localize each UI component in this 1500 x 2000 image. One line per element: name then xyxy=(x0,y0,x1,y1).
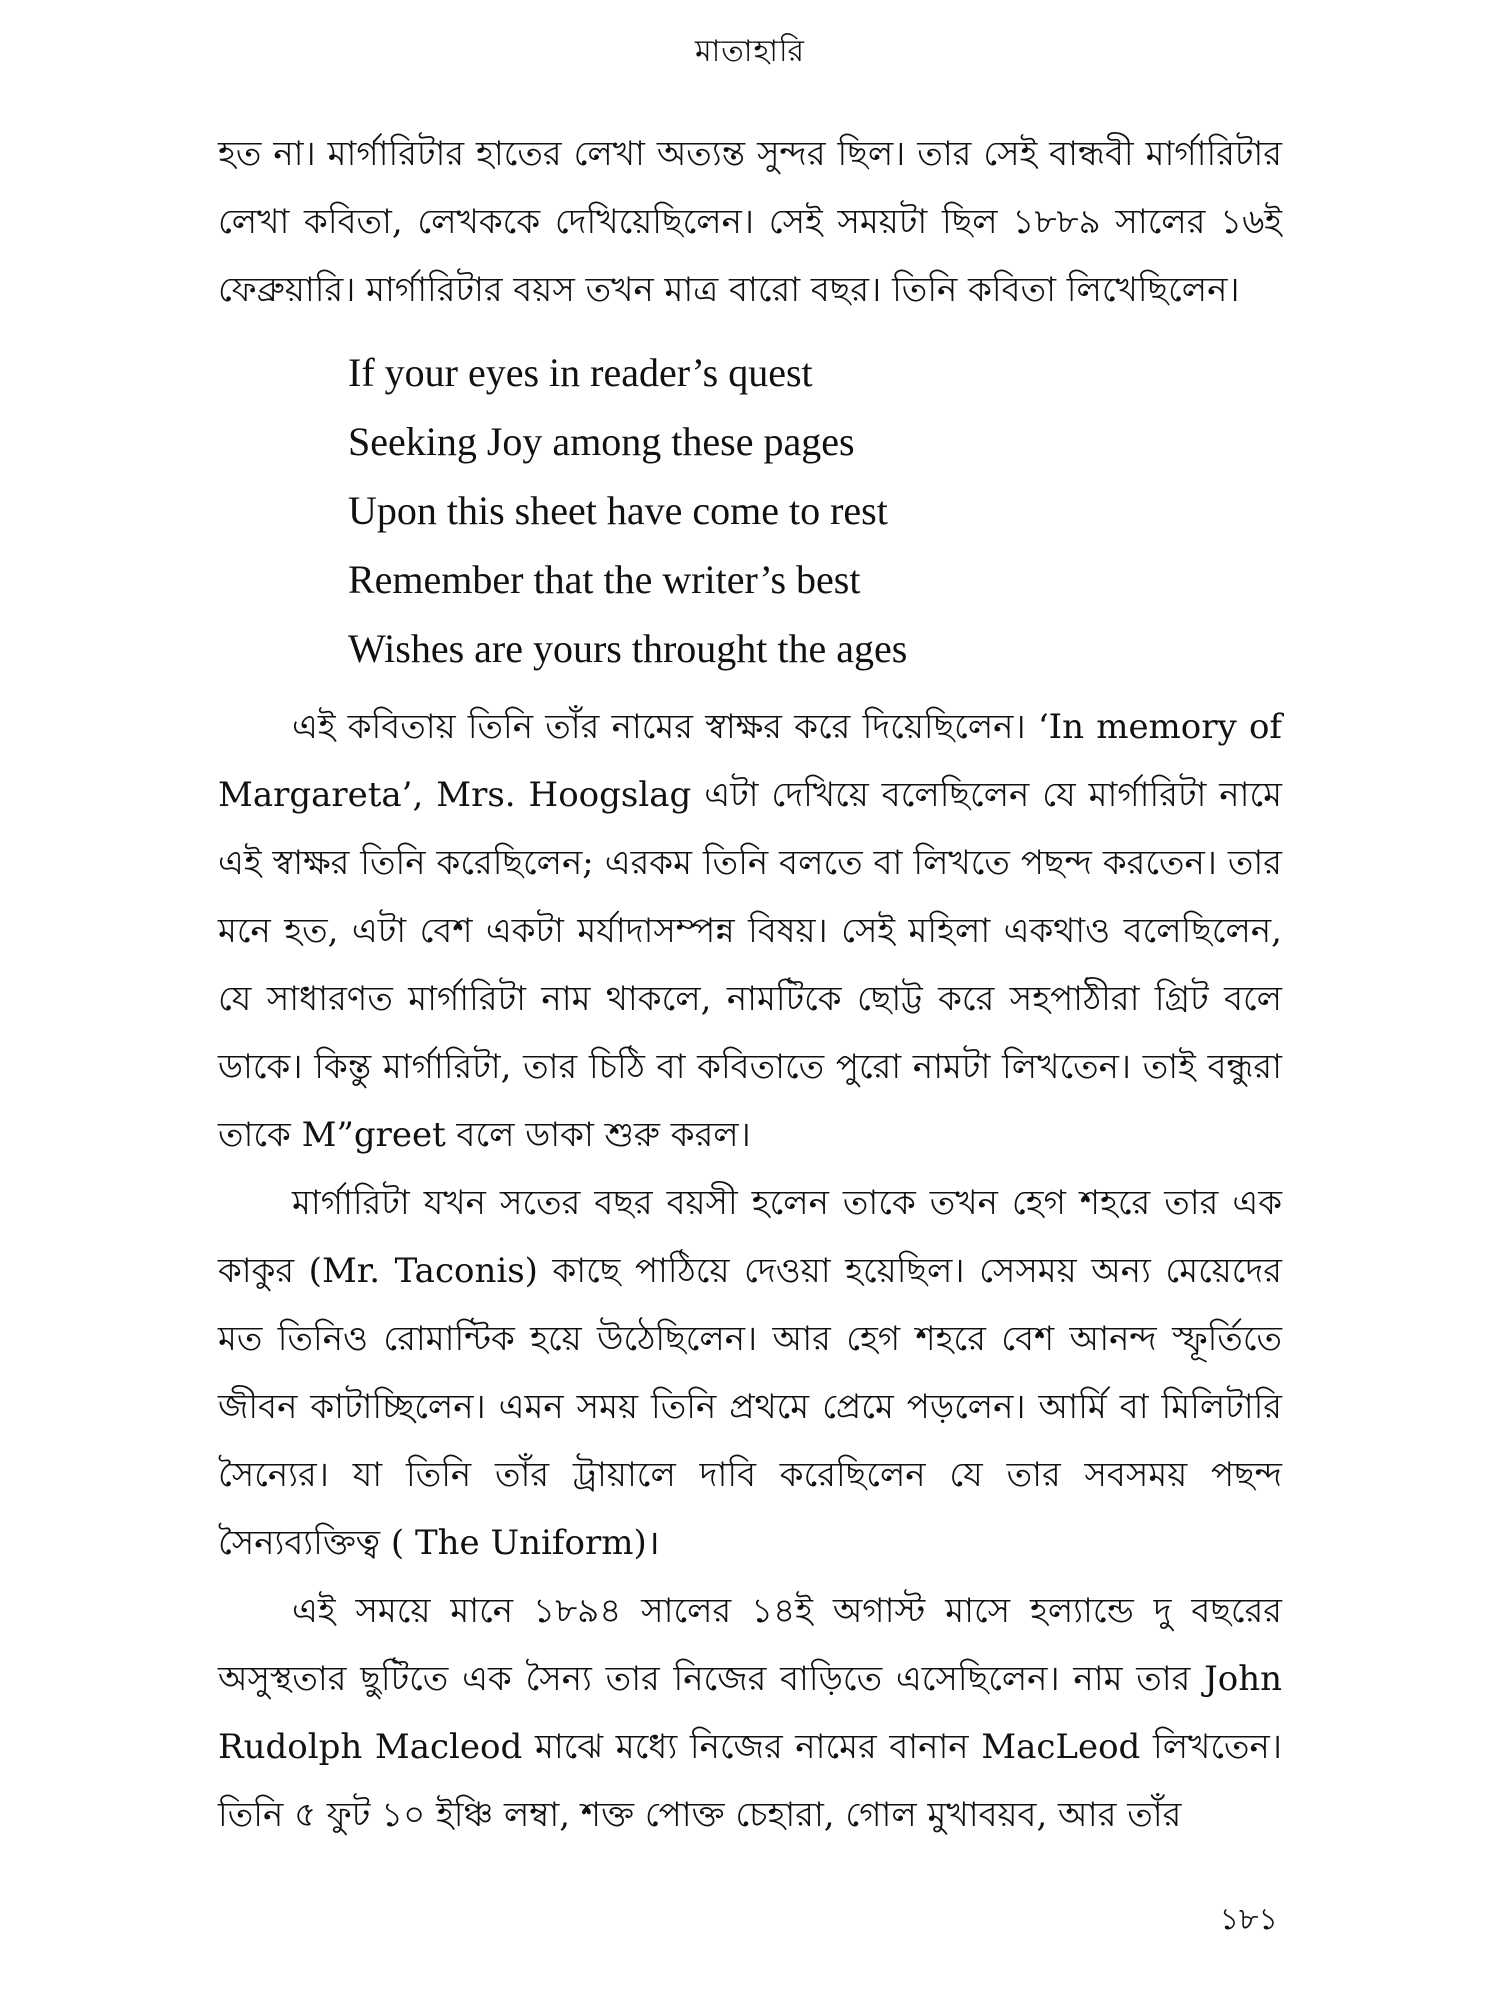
running-title: মাতাহারি xyxy=(694,34,806,69)
poem-line: Seeking Joy among these pages xyxy=(348,419,855,464)
paragraph: হত না। মার্গারিটার হাতের লেখা অত্যন্ত সুন্দর ছিল। তার সেই বান্ধবী মার্গারিটার লেখা কবিতা, লেখককে দেখিয়েছিলেন। সেই সময়টা ছিল ১৮৮৯ সালের ১৬ই ফেব্রুয়ারি। মার্গারিটার বয়স তখন মাত্র বারো বছর। তিনি কবিতা লিখেছিলেন। xyxy=(218,134,1282,310)
poem-line: Wishes are yours throught the ages xyxy=(348,626,908,671)
paragraph: এই সময়ে মানে ১৮৯৪ সালের ১৪ই অগাস্ট মাসে হল্যান্ডে দু বছরের অসুস্থতার ছুটিতে এক সৈন্য তার নিজের বাড়িতে এসেছিলেন। নাম তার John Rudolph Macleod মাঝে মধ্যে নিজের নামের বানান MacLeod লিখতেন। তিনি ৫ ফুট ১০ ইঞ্চি লম্বা, শক্ত পোক্ত চেহারা, গোল মুখাবয়ব, আর তাঁর xyxy=(218,1591,1282,1835)
paragraph: এই কবিতায় তিনি তাঁর নামের স্বাক্ষর করে দিয়েছিলেন। ‘In memory of Margareta’, Mrs. Hoogslag এটা দেখিয়ে বলেছিলেন যে মার্গারিটা নামে এই স্বাক্ষর তিনি করেছিলেন; এরকম তিনি বলতে বা লিখতে পছন্দ করতেন। তার মনে হত, এটা বেশ একটা মর্যাদাসম্পন্ন বিষয়। সেই মহিলা একথাও বলেছিলেন, যে সাধারণত মার্গারিটা নাম থাকলে, নামটিকে ছোট্ট করে সহপাঠীরা গ্রিট বলে ডাকে। কিন্তু মার্গারিটা, তার চিঠি বা কবিতাতে পুরো নামটা লিখতেন। তাই বন্ধুরা তাকে M”greet বলে ডাকা শুরু করল। xyxy=(218,707,1282,1155)
poem xyxy=(348,338,1282,683)
page-number: ১৮১ xyxy=(1219,1902,1278,1937)
poem-line: If your eyes in reader’s quest xyxy=(348,350,813,395)
body-text xyxy=(218,120,1282,1849)
poem-line: Upon this sheet have come to rest xyxy=(348,488,888,533)
paragraph: মার্গারিটা যখন সতের বছর বয়সী হলেন তাকে তখন হেগ শহরে তার এক কাকুর (Mr. Taconis) কাছে পাঠিয়ে দেওয়া হয়েছিল। সেসময় অন্য মেয়েদের মত তিনিও রোমান্টিক হয়ে উঠেছিলেন। আর হেগ শহরে বেশ আনন্দ স্ফূর্তিতে জীবন কাটাচ্ছিলেন। এমন সময় তিনি প্রথমে প্রেমে পড়লেন। আর্মি বা মিলিটারি সৈন্যের। যা তিনি তাঁর ট্রায়ালে দাবি করেছিলেন যে তার সবসময় পছন্দ সৈন্যব্যক্তিত্ব ( The Uniform)। xyxy=(218,1183,1282,1563)
poem-line: Remember that the writer’s best xyxy=(348,557,861,602)
